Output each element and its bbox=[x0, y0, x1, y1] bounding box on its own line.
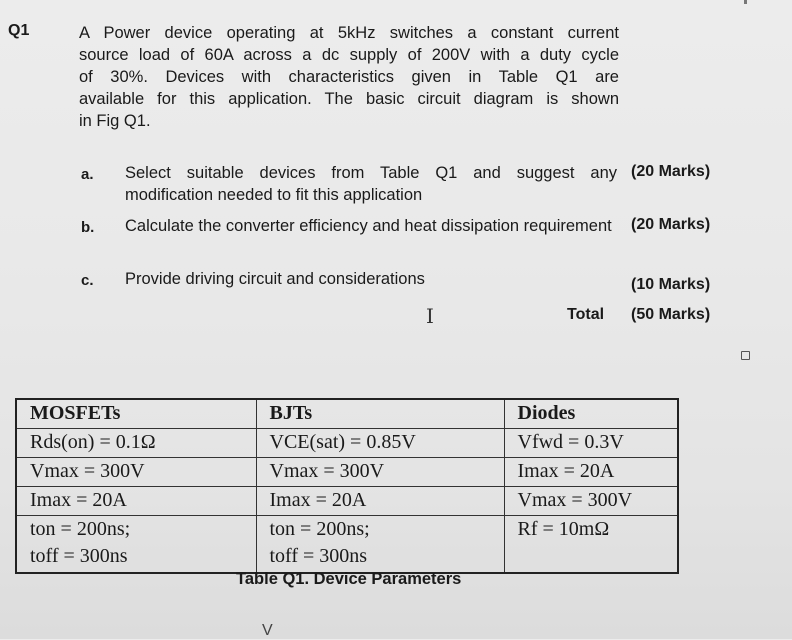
part-a-letter: a. bbox=[81, 166, 94, 183]
intro-line: available for this application. The basic circuit diagram is shown bbox=[79, 90, 619, 108]
part-a-marks: (20 Marks) bbox=[631, 163, 711, 180]
device-parameters-table bbox=[15, 398, 679, 574]
mosfet-imax: Imax = 20A bbox=[16, 487, 256, 516]
mosfet-toff: toff = 300ns bbox=[30, 545, 128, 567]
part-c-letter: c. bbox=[81, 272, 94, 289]
total-marks: (50 Marks) bbox=[631, 306, 711, 323]
part-b-marks: (20 Marks) bbox=[631, 216, 711, 233]
bjt-toff: toff = 300ns bbox=[269, 545, 368, 567]
intro-line: source load of 60A across a dc supply of 200V with a duty cycle bbox=[79, 46, 619, 64]
top-edge-mark bbox=[744, 0, 747, 4]
intro-line: A Power device operating at 5kHz switches a constant current bbox=[79, 24, 619, 42]
diode-vmax: Vmax = 300V bbox=[504, 487, 678, 516]
bjt-vmax: Vmax = 300V bbox=[256, 458, 504, 487]
bjt-switching-times bbox=[256, 516, 504, 574]
diode-vfwd: Vfwd = 0.3V bbox=[504, 429, 678, 458]
mosfet-switching-times bbox=[16, 516, 256, 574]
table-row bbox=[16, 458, 678, 487]
diode-rf: Rf = 10mΩ bbox=[504, 516, 678, 574]
table-row bbox=[16, 487, 678, 516]
mosfet-rds-on: Rds(on) = 0.1Ω bbox=[16, 429, 256, 458]
bjt-vce-sat: VCE(sat) = 0.85V bbox=[256, 429, 504, 458]
mosfet-vmax: Vmax = 300V bbox=[16, 458, 256, 487]
question-number: Q1 bbox=[8, 22, 30, 39]
table-caption: Table Q1. Device Parameters bbox=[236, 570, 462, 588]
header-bjts: BJTs bbox=[256, 399, 504, 429]
total-label: Total bbox=[567, 306, 605, 323]
table-row bbox=[16, 516, 678, 574]
header-mosfets: MOSFETs bbox=[16, 399, 256, 429]
bjt-imax: Imax = 20A bbox=[256, 487, 504, 516]
bjt-ton: ton = 200ns; bbox=[269, 518, 370, 540]
part-c-text: Provide driving circuit and considerations bbox=[125, 270, 425, 288]
diode-imax: Imax = 20A bbox=[504, 458, 678, 487]
text-cursor-icon: I bbox=[426, 304, 434, 328]
table-header-row bbox=[16, 399, 678, 429]
part-b-letter: b. bbox=[81, 219, 95, 236]
table-row bbox=[16, 429, 678, 458]
mosfet-ton: ton = 200ns; bbox=[30, 518, 131, 540]
part-a-text: Select suitable devices from Table Q1 and suggest any modification needed to fit this application bbox=[125, 164, 617, 204]
header-diodes: Diodes bbox=[504, 399, 678, 429]
part-b-text: Calculate the converter efficiency and heat dissipation requirement bbox=[125, 217, 612, 235]
intro-line: of 30%. Devices with characteristics given in Table Q1 are bbox=[79, 68, 619, 86]
cut-off-text: V bbox=[262, 622, 273, 639]
part-c-marks: (10 Marks) bbox=[631, 276, 711, 293]
checkbox-icon bbox=[741, 351, 750, 360]
intro-line: in Fig Q1. bbox=[79, 112, 151, 130]
question-intro bbox=[79, 22, 619, 132]
